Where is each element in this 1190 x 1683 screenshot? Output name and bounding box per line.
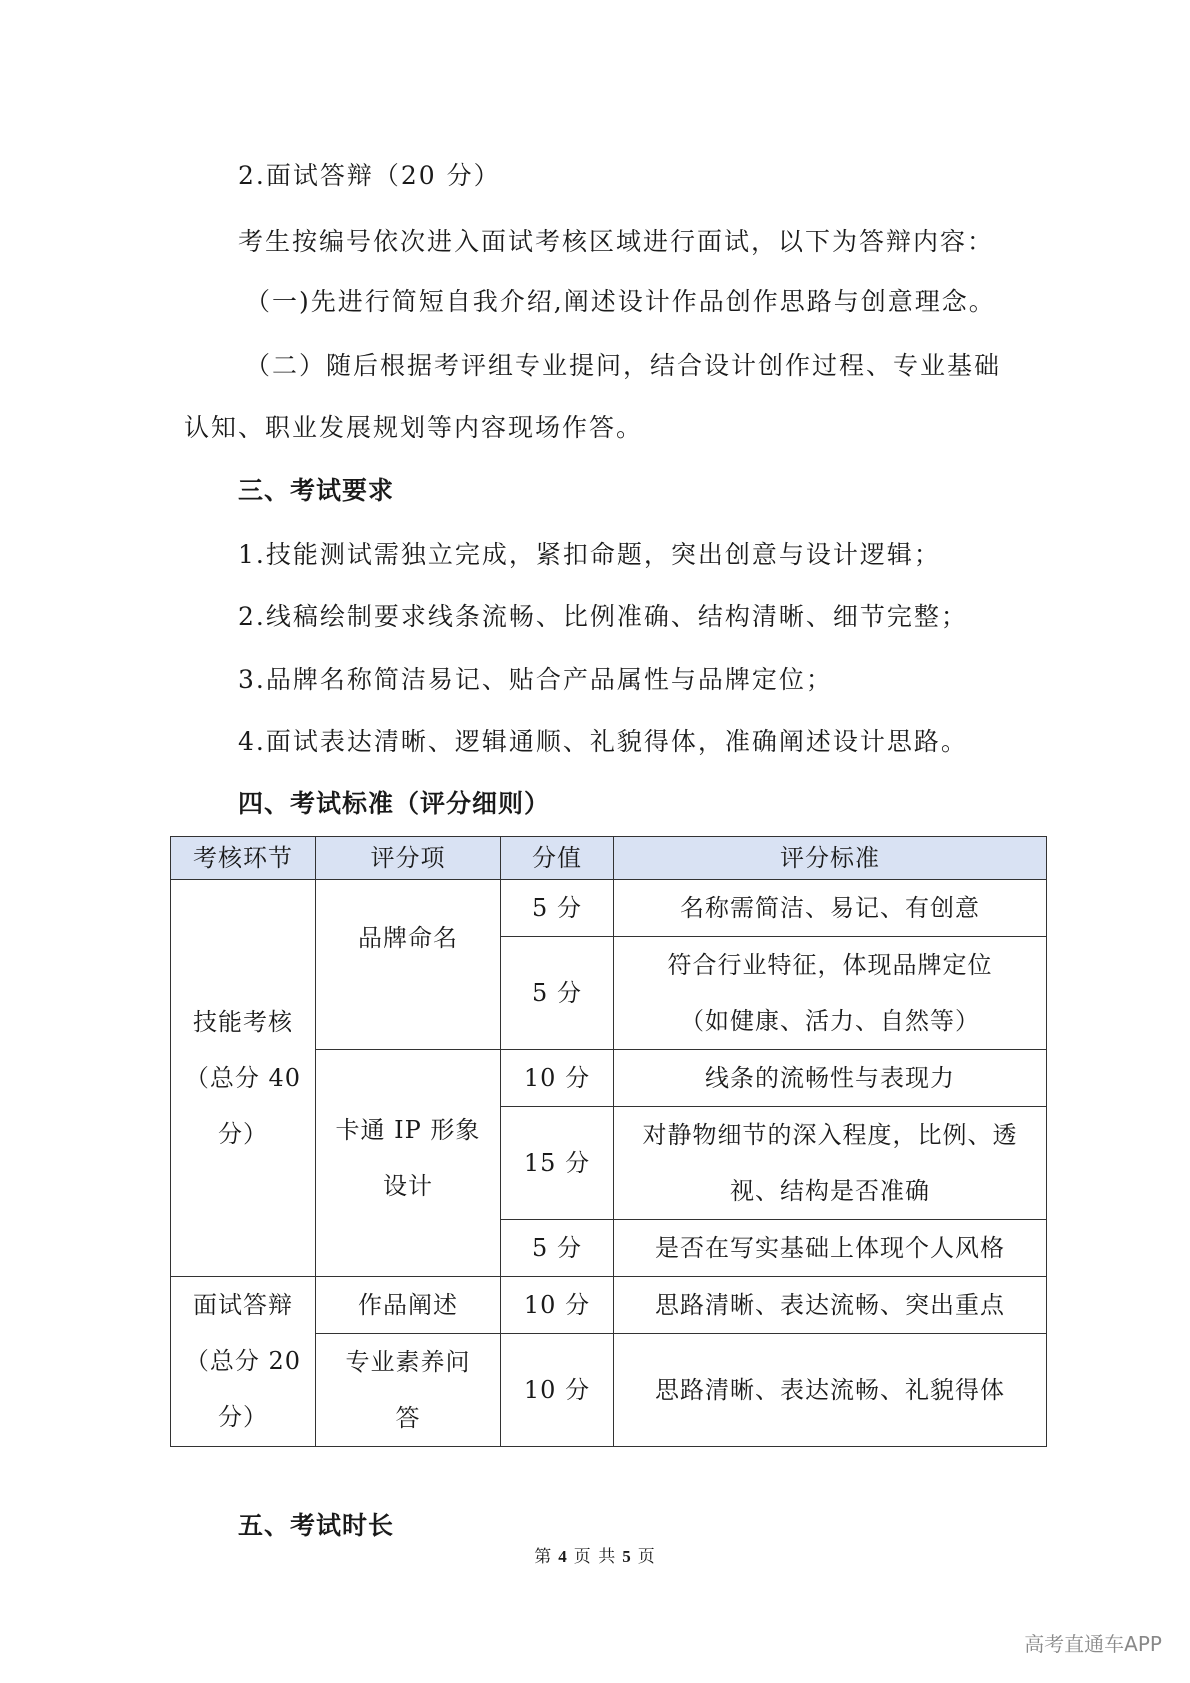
paragraph-interview-part1: （一)先进行简短自我介绍,阐述设计作品创作思路与创意理念。 bbox=[245, 287, 996, 316]
item-label: 设计 bbox=[383, 1172, 433, 1200]
section4-heading: 四、考试标准（评分细则） bbox=[238, 789, 551, 818]
criteria-cell: 是否在写实基础上体现个人风格 bbox=[614, 1220, 1047, 1277]
stage-line: 技能考核 bbox=[193, 1008, 293, 1036]
stage-cell-interview bbox=[171, 1277, 316, 1447]
table-header-row bbox=[171, 837, 1047, 880]
item-label: 答 bbox=[395, 1404, 421, 1432]
column-header: 分值 bbox=[501, 837, 614, 880]
item-cell-professional-qa bbox=[316, 1334, 501, 1447]
page-footer bbox=[0, 1542, 1190, 1567]
paragraph-interview-part2a: （二）随后根据考评组专业提问，结合设计创作过程、专业基础 bbox=[245, 351, 1002, 380]
item-label: 专业素养问 bbox=[345, 1348, 471, 1376]
watermark: 高考直通车APP bbox=[1024, 1632, 1162, 1656]
score-cell: 10 分 bbox=[501, 1334, 614, 1447]
criteria-cell: 线条的流畅性与表现力 bbox=[614, 1050, 1047, 1107]
criteria-line: 对静物细节的深入程度，比例、透 bbox=[642, 1121, 1018, 1149]
criteria-cell: 思路清晰、表达流畅、突出重点 bbox=[614, 1277, 1047, 1334]
paragraph-interview-part2b: 认知、职业发展规划等内容现场作答。 bbox=[184, 413, 644, 442]
criteria-cell: 名称需简洁、易记、有创意 bbox=[614, 880, 1047, 937]
paragraph-interview-intro: 考生按编号依次进入面试考核区域进行面试，以下为答辩内容： bbox=[238, 227, 995, 256]
criteria-line: 符合行业特征，体现品牌定位 bbox=[667, 951, 993, 979]
criteria-line: 视、结构是否准确 bbox=[730, 1177, 930, 1205]
stage-line: 分） bbox=[218, 1403, 268, 1431]
criteria-line: （如健康、活力、自然等） bbox=[680, 1007, 980, 1035]
score-cell: 5 分 bbox=[501, 880, 614, 937]
stage-line: （总分 20 bbox=[184, 1347, 302, 1375]
section3-heading: 三、考试要求 bbox=[238, 476, 395, 505]
requirement-item: 4.面试表达清晰、逻辑通顺、礼貌得体，准确阐述设计思路。 bbox=[238, 727, 968, 756]
scoring-table bbox=[170, 836, 1047, 1447]
footer-prefix: 第 bbox=[534, 1547, 553, 1567]
criteria-cell bbox=[614, 1107, 1047, 1220]
requirement-item: 1.技能测试需独立完成，紧扣命题，突出创意与设计逻辑； bbox=[238, 540, 941, 569]
score-cell: 5 分 bbox=[501, 1220, 614, 1277]
requirement-item: 2.线稿绘制要求线条流畅、比例准确、结构清晰、细节完整； bbox=[238, 602, 968, 631]
table-row bbox=[171, 880, 1047, 937]
item-label: 卡通 IP 形象 bbox=[335, 1116, 481, 1144]
stage-line: （总分 40 bbox=[184, 1064, 302, 1092]
stage-line: 面试答辩 bbox=[193, 1291, 293, 1319]
paragraph-interview-title: 2.面试答辩（20 分） bbox=[238, 161, 501, 190]
column-header: 评分项 bbox=[316, 837, 501, 880]
footer-suffix: 页 bbox=[637, 1547, 656, 1567]
item-cell-work-presentation: 作品阐述 bbox=[316, 1277, 501, 1334]
score-cell: 10 分 bbox=[501, 1277, 614, 1334]
item-cell-cartoon-ip bbox=[316, 1050, 501, 1277]
section5-heading: 五、考试时长 bbox=[238, 1511, 395, 1540]
requirement-item: 3.品牌名称简洁易记、贴合产品属性与品牌定位； bbox=[238, 665, 833, 694]
column-header: 考核环节 bbox=[171, 837, 316, 880]
item-cell-brand-naming bbox=[316, 880, 501, 1050]
footer-middle: 页 共 bbox=[573, 1547, 617, 1567]
footer-page-number: 4 bbox=[558, 1547, 568, 1566]
score-cell: 15 分 bbox=[501, 1107, 614, 1220]
column-header: 评分标准 bbox=[614, 837, 1047, 880]
stage-line: 分） bbox=[218, 1120, 268, 1148]
item-label: 品牌命名 bbox=[358, 924, 458, 952]
stage-cell-skill bbox=[171, 880, 316, 1277]
score-cell: 10 分 bbox=[501, 1050, 614, 1107]
table-row bbox=[171, 1277, 1047, 1334]
footer-total-pages: 5 bbox=[622, 1547, 632, 1566]
score-cell: 5 分 bbox=[501, 937, 614, 1050]
criteria-cell: 思路清晰、表达流畅、礼貌得体 bbox=[614, 1334, 1047, 1447]
criteria-cell bbox=[614, 937, 1047, 1050]
